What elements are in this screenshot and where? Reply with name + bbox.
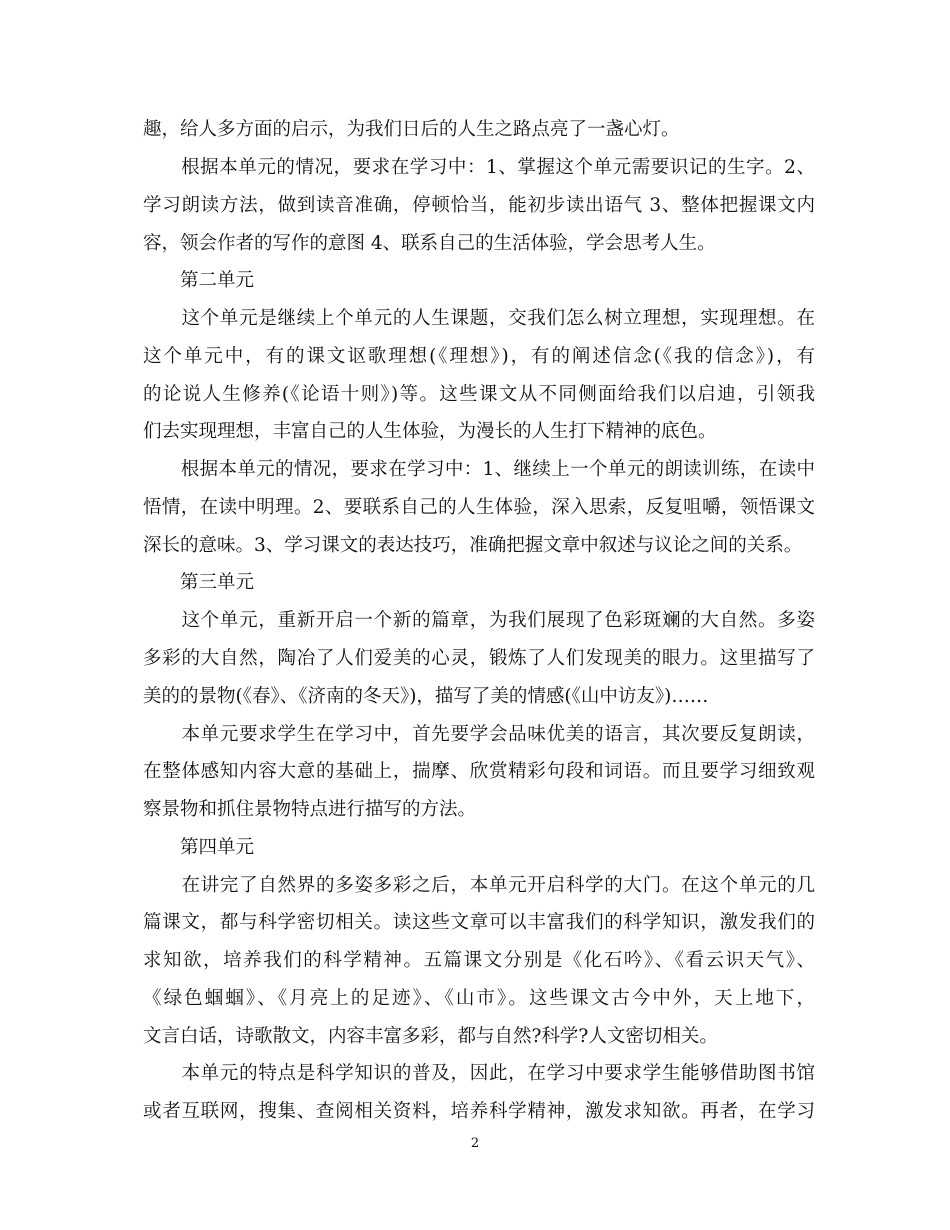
text-line: 《绿色蝈蝈》、《月亮上的足迹》、《山市》。这些课文古今中外，天上地下， bbox=[143, 988, 815, 1009]
text-line: 容，领会作者的写作的意图 4、联系自己的生活体验，学会思考人生。 bbox=[143, 233, 716, 254]
text-line: 本单元的特点是科学知识的普及，因此，在学习中要求学生能够借助图书馆 bbox=[143, 1063, 815, 1084]
section-heading: 第四单元 bbox=[143, 837, 255, 858]
text-line: 们去实现理想，丰富自己的人生体验，为漫长的人生打下精神的底色。 bbox=[143, 421, 717, 442]
text-line: 或者互联网，搜集、查阅相关资料，培养科学精神，激发求知欲。再者，在学习 bbox=[143, 1101, 815, 1122]
text-line: 美的的景物(《春》、《济南的冬天》)，描写了美的情感(《山中访友》)…… bbox=[143, 686, 709, 707]
text-line: 在讲完了自然界的多姿多彩之后，本单元开启科学的大门。在这个单元的几 bbox=[143, 875, 815, 896]
text-line: 篇课文，都与科学密切相关。读这些文章可以丰富我们的科学知识，激发我们的 bbox=[143, 912, 815, 933]
text-line: 文言白话，诗歌散文，内容丰富多彩，都与自然?科学?人文密切相关。 bbox=[143, 1026, 718, 1047]
text-line: 的论说人生修养(《论语十则》)等。这些课文从不同侧面给我们以启迪，引领我 bbox=[143, 384, 815, 405]
text-line: 这个单元是继续上个单元的人生课题，交我们怎么树立理想，实现理想。在 bbox=[143, 308, 815, 329]
text-line: 悟情，在读中明理。2、要联系自己的人生体验，深入思索，反复咀嚼，领悟课文 bbox=[143, 497, 815, 518]
text-line: 这个单元中，有的课文讴歌理想(《理想》)，有的阐述信念(《我的信念》)，有 bbox=[143, 346, 815, 367]
text-line: 学习朗读方法，做到读音准确，停顿恰当，能初步读出语气 3、整体把握课文内 bbox=[143, 195, 815, 216]
text-line: 求知欲，培养我们的科学精神。五篇课文分别是《化石吟》、《看云识天气》、 bbox=[143, 950, 815, 971]
text-line: 深长的意味。3、学习课文的表达技巧，准确把握文章中叙述与议论之间的关系。 bbox=[143, 535, 803, 556]
text-line: 趣，给人多方面的启示，为我们日后的人生之路点亮了一盏心灯。 bbox=[143, 119, 680, 140]
text-line: 察景物和抓住景物特点进行描写的方法。 bbox=[143, 799, 477, 820]
section-heading: 第三单元 bbox=[143, 572, 255, 593]
text-line: 根据本单元的情况，要求在学习中：1、继续上一个单元的朗读训练，在读中 bbox=[143, 459, 815, 480]
section-heading: 第二单元 bbox=[143, 270, 255, 291]
text-line: 本单元要求学生在学习中，首先要学会品味优美的语言，其次要反复朗读， bbox=[143, 724, 815, 745]
text-line: 在整体感知内容大意的基础上，揣摩、欣赏精彩句段和词语。而且要学习细致观 bbox=[143, 761, 815, 782]
text-line: 根据本单元的情况，要求在学习中：1、掌握这个单元需要识记的生字。2、 bbox=[143, 157, 815, 178]
page-number: 2 bbox=[470, 1136, 480, 1151]
text-line: 多彩的大自然，陶冶了人们爱美的心灵，锻炼了人们发现美的眼力。这里描写了 bbox=[143, 648, 815, 669]
text-line: 这个单元，重新开启一个新的篇章，为我们展现了色彩斑斓的大自然。多姿 bbox=[143, 610, 815, 631]
